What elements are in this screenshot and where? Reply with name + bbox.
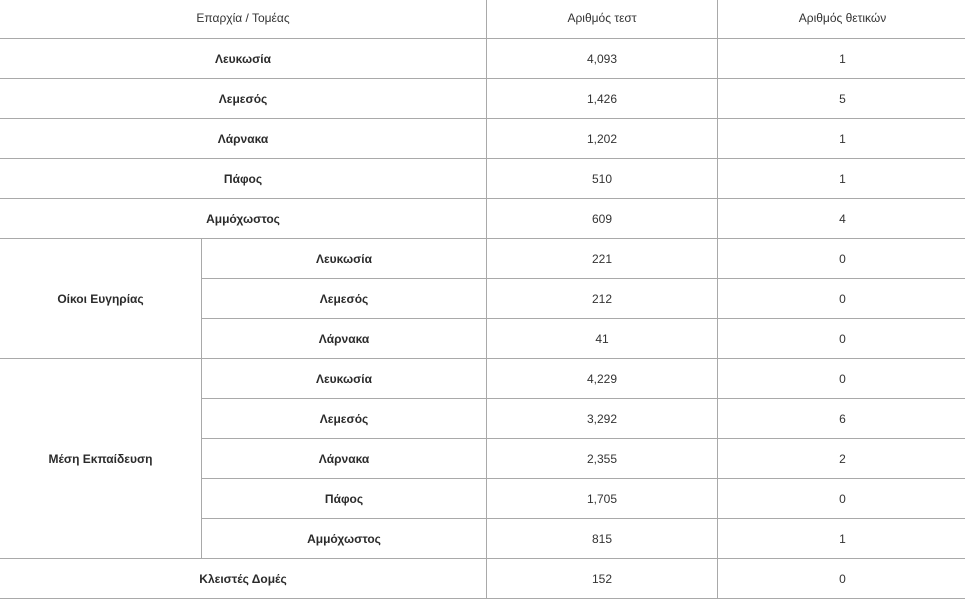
tests-count: 4,229 [487, 359, 718, 399]
tests-count: 1,202 [487, 119, 718, 159]
region-name: Κλειστές Δομές [0, 559, 487, 599]
tests-count: 510 [487, 159, 718, 199]
positives-count: 1 [718, 519, 965, 559]
subregion-name: Λάρνακα [202, 439, 487, 479]
table-row [0, 199, 965, 239]
positives-count: 1 [718, 159, 965, 199]
table-header-row [0, 0, 965, 39]
tests-count: 3,292 [487, 399, 718, 439]
positives-count: 0 [718, 359, 965, 399]
tests-count: 4,093 [487, 39, 718, 79]
table-row [0, 239, 965, 279]
table-row [0, 159, 965, 199]
table-row [0, 79, 965, 119]
positives-count: 1 [718, 119, 965, 159]
group-care-homes: Οίκοι Ευγηρίας [0, 239, 202, 359]
tests-count: 2,355 [487, 439, 718, 479]
header-positives: Αριθμός θετικών [718, 0, 965, 39]
region-name: Λεμεσός [0, 79, 487, 119]
positives-count: 0 [718, 239, 965, 279]
tests-count: 1,426 [487, 79, 718, 119]
tests-count: 1,705 [487, 479, 718, 519]
subregion-name: Λεμεσός [202, 399, 487, 439]
positives-count: 6 [718, 399, 965, 439]
subregion-name: Λευκωσία [202, 239, 487, 279]
subregion-name: Πάφος [202, 479, 487, 519]
positives-count: 5 [718, 79, 965, 119]
positives-count: 1 [718, 39, 965, 79]
table-row [0, 119, 965, 159]
region-name: Πάφος [0, 159, 487, 199]
tests-count: 152 [487, 559, 718, 599]
table-row [0, 39, 965, 79]
subregion-name: Λευκωσία [202, 359, 487, 399]
positives-count: 0 [718, 479, 965, 519]
positives-count: 0 [718, 559, 965, 599]
tests-count: 609 [487, 199, 718, 239]
tests-count: 41 [487, 319, 718, 359]
header-tests: Αριθμός τεστ [487, 0, 718, 39]
region-name: Λάρνακα [0, 119, 487, 159]
positives-count: 2 [718, 439, 965, 479]
tests-count: 212 [487, 279, 718, 319]
positives-count: 0 [718, 279, 965, 319]
tests-count: 815 [487, 519, 718, 559]
region-name: Αμμόχωστος [0, 199, 487, 239]
header-region: Επαρχία / Τομέας [0, 0, 487, 39]
positives-count: 4 [718, 199, 965, 239]
subregion-name: Λεμεσός [202, 279, 487, 319]
table-row [0, 559, 965, 599]
subregion-name: Αμμόχωστος [202, 519, 487, 559]
tests-count: 221 [487, 239, 718, 279]
region-name: Λευκωσία [0, 39, 487, 79]
table-row [0, 359, 965, 399]
positives-count: 0 [718, 319, 965, 359]
group-secondary-education: Μέση Εκπαίδευση [0, 359, 202, 559]
subregion-name: Λάρνακα [202, 319, 487, 359]
